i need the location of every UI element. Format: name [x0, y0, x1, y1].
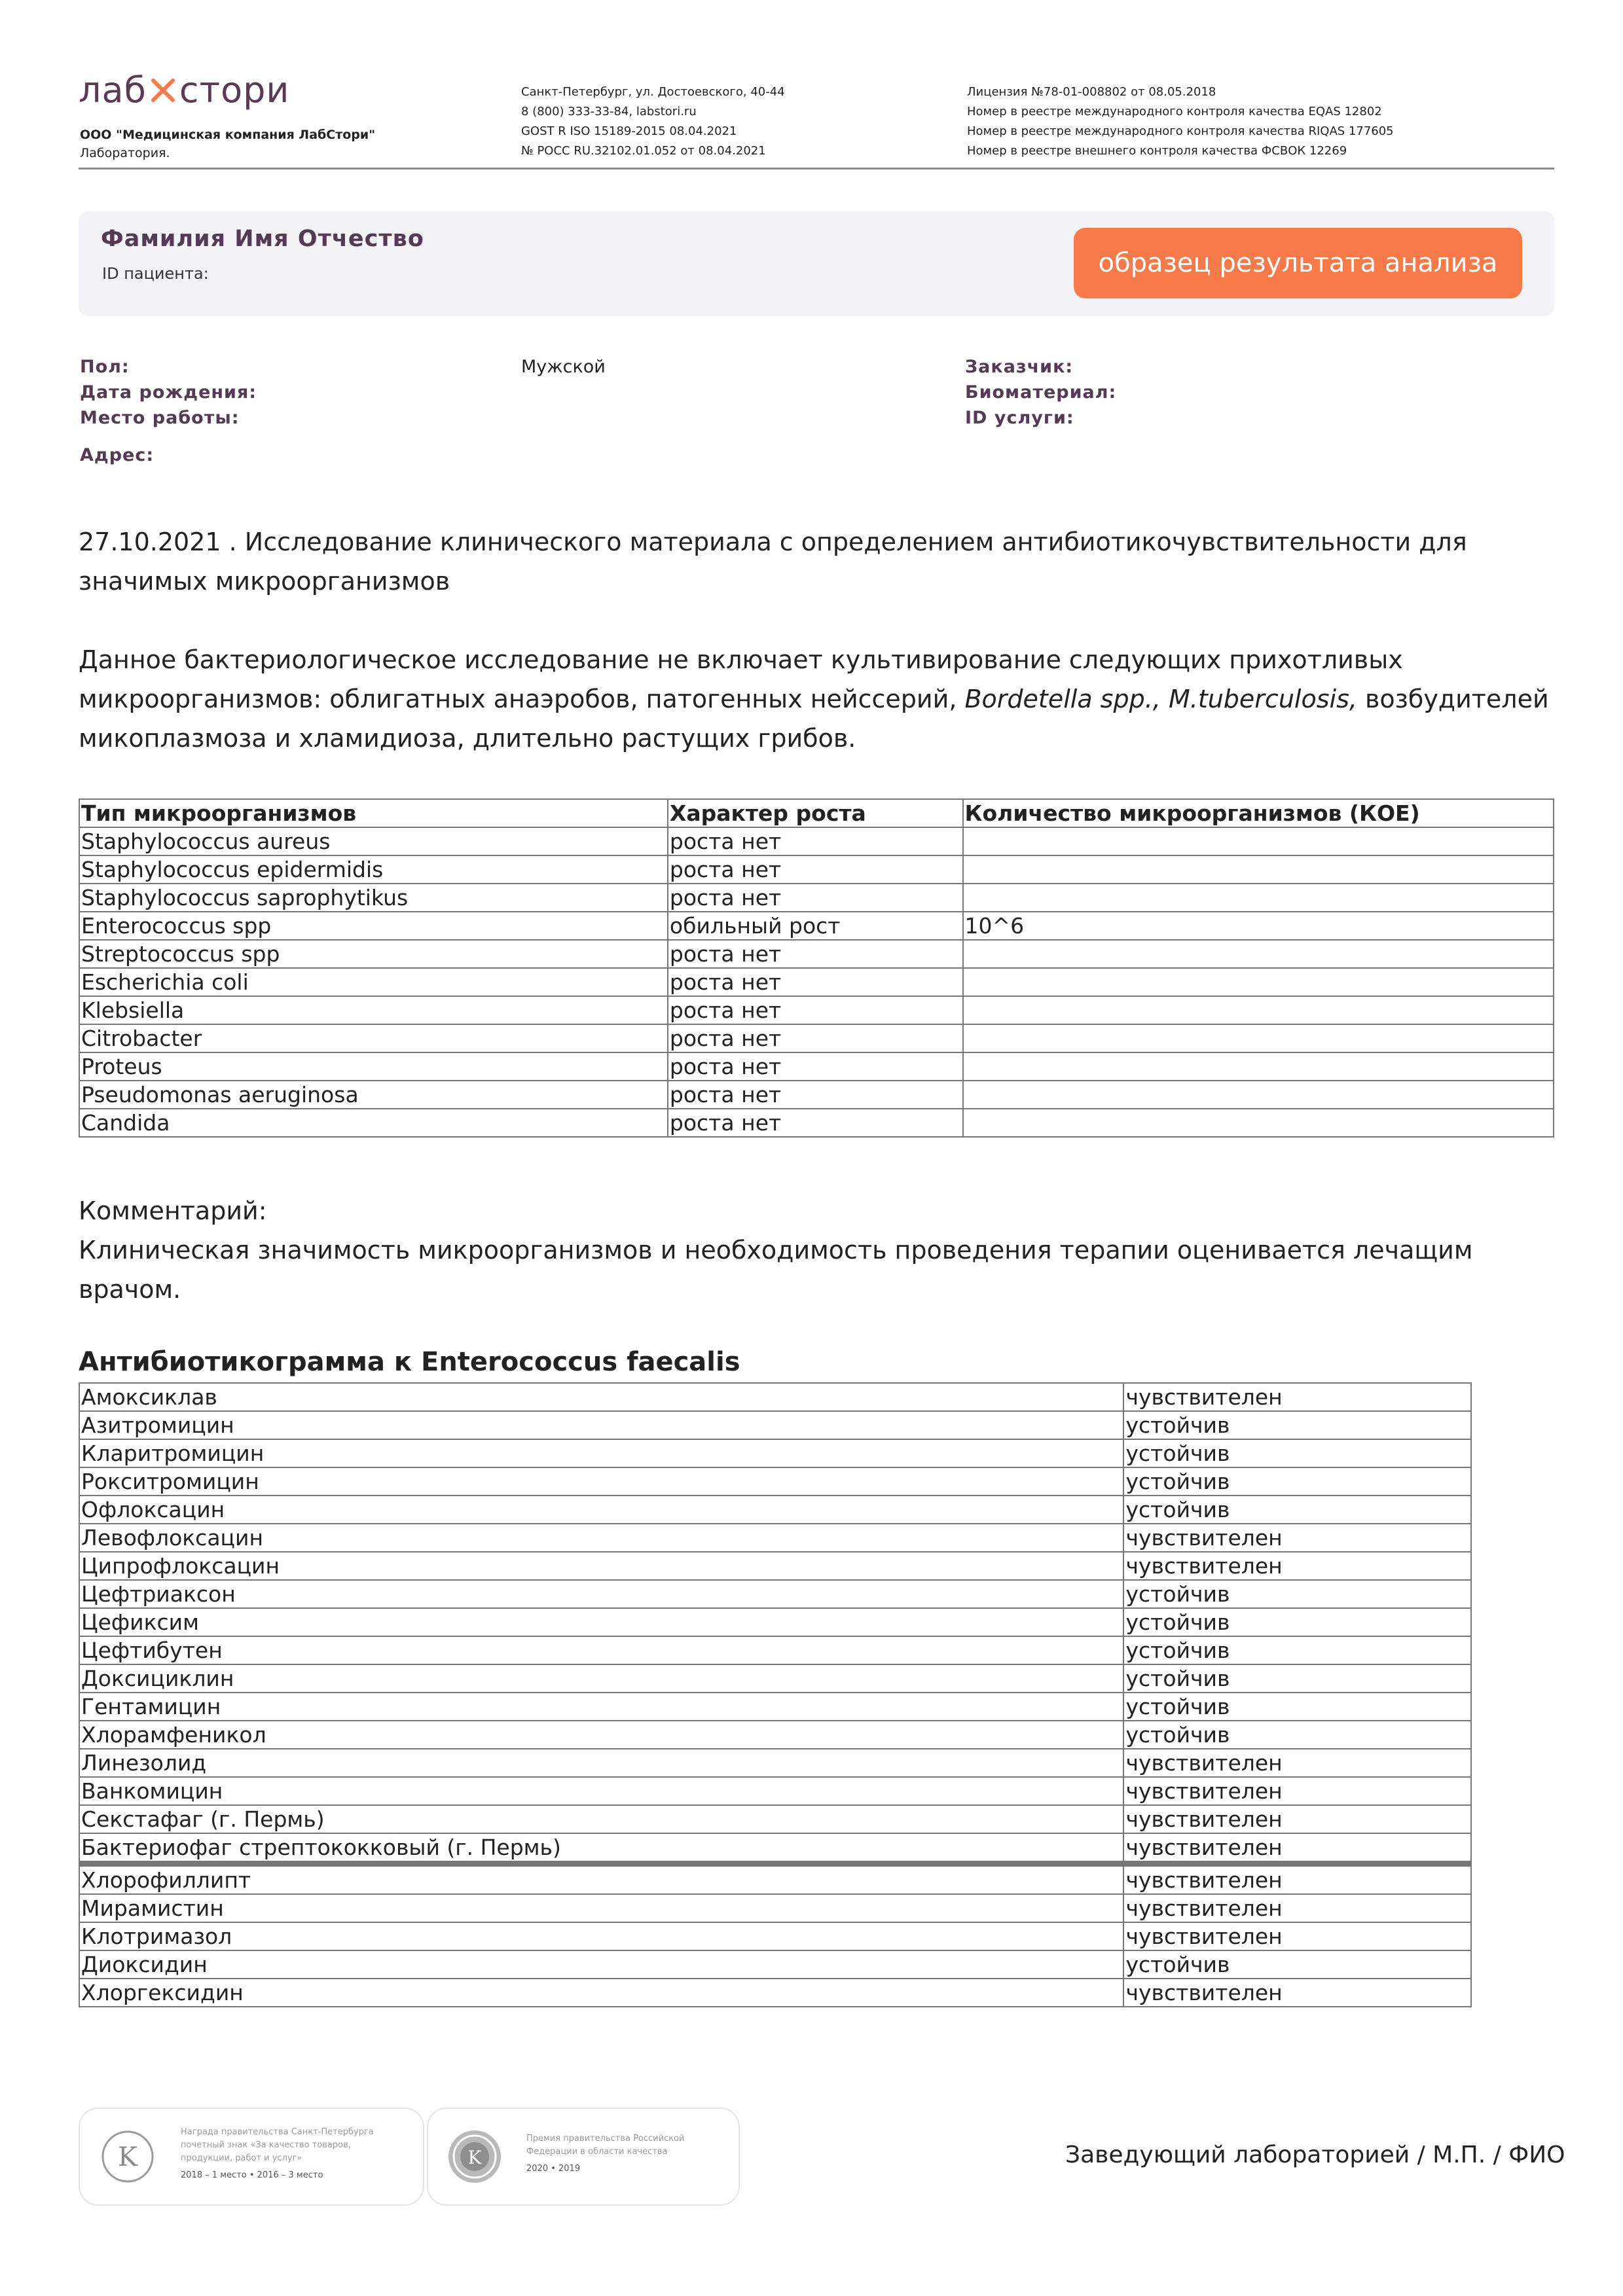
table-row: [79, 1081, 1554, 1109]
disclaimer-line: Данное бактериологическое исследование не включает культивирование следующих прихотливых: [79, 645, 1403, 674]
sensitivity-result: чувствителен: [1123, 1805, 1471, 1833]
comment-label: Комментарий:: [79, 1196, 267, 1225]
table-row: [79, 1024, 1554, 1052]
award-years: 2018 – 1 место • 2016 – 3 место: [181, 2170, 323, 2180]
table-cell: [963, 827, 1554, 855]
antibiotic-name: Бактериофаг стрептококковый (г. Пермь): [79, 1833, 1123, 1864]
award-text-line: Премия правительства Российской: [526, 2134, 685, 2144]
antibiotic-row: [79, 1693, 1471, 1721]
antibiotic-row: [79, 1721, 1471, 1749]
sensitivity-result: чувствителен: [1123, 1777, 1471, 1805]
license-line: Лицензия №78-01-008802 от 08.05.2018: [967, 85, 1216, 99]
study-line: значимых микроорганизмов: [79, 567, 450, 596]
disclaimer-text: возбудителей: [1357, 685, 1549, 713]
quality-award-icon: [100, 2128, 156, 2185]
award-text-line: Награда правительства Санкт-Петербурга: [181, 2127, 374, 2137]
antibiotic-row: [79, 1805, 1471, 1833]
table-cell: роста нет: [668, 827, 963, 855]
logo-x-icon: [149, 77, 177, 104]
svg-text:K: K: [467, 2147, 482, 2168]
antibiotic-name: Левофлоксацин: [79, 1524, 1123, 1552]
logo-right-text: стори: [179, 69, 290, 111]
antibiotic-row: [79, 1496, 1471, 1524]
antibiotic-row: [79, 1439, 1471, 1467]
antibiotic-row: [79, 1979, 1471, 2007]
antibiotic-name: Азитромицин: [79, 1411, 1123, 1439]
sex-value: Мужской: [521, 357, 606, 377]
antibiotic-name: Ципрофлоксацин: [79, 1552, 1123, 1580]
comment: [79, 1191, 1558, 1309]
table-cell: роста нет: [668, 855, 963, 884]
award-badge-rf: [427, 2108, 740, 2206]
antibiotic-row: [79, 1383, 1471, 1411]
table-cell: Pseudomonas aeruginosa: [79, 1081, 668, 1109]
column-header: Тип микроорганизмов: [79, 799, 668, 827]
antibiotic-name: Амоксиклав: [79, 1383, 1123, 1411]
antibiotic-name: Хлоргексидин: [79, 1979, 1123, 2007]
disclaimer-organisms: Bordetella spp., M.tuberculosis,: [964, 685, 1357, 713]
table-cell: Klebsiella: [79, 996, 668, 1024]
antibiotic-row: [79, 1552, 1471, 1580]
table-cell: [963, 1024, 1554, 1052]
antibiotic-name: Ванкомицин: [79, 1777, 1123, 1805]
table-row: [79, 855, 1554, 884]
table-cell: роста нет: [668, 996, 963, 1024]
government-seal-icon: [445, 2127, 504, 2186]
antibiotic-name: Хлорамфеникол: [79, 1721, 1123, 1749]
table-cell: роста нет: [668, 1081, 963, 1109]
award-years: 2020 • 2019: [526, 2164, 581, 2174]
award-text-line: продукции, работ и услуг»: [181, 2153, 302, 2163]
contacts-block: [521, 82, 785, 161]
table-cell: Staphylococcus saprophytikus: [79, 884, 668, 912]
antibiotic-name: Цефтриаксон: [79, 1580, 1123, 1608]
table-cell: Streptococcus spp: [79, 940, 668, 968]
table-cell: роста нет: [668, 884, 963, 912]
table-cell: роста нет: [668, 940, 963, 968]
table-cell: 10^6: [963, 912, 1554, 940]
patient-id-label: ID пациента:: [102, 264, 209, 283]
work-place-label: Место работы:: [80, 408, 240, 428]
patient-name: Фамилия Имя Отчество: [101, 226, 424, 252]
table-cell: Candida: [79, 1109, 668, 1137]
table-cell: Proteus: [79, 1052, 668, 1081]
table-row: [79, 968, 1554, 996]
antibiotic-row: [79, 1580, 1471, 1608]
disclaimer-text: микроорганизмов: облигатных анаэробов, патогенных нейссерий,: [79, 685, 965, 713]
sensitivity-result: чувствителен: [1123, 1922, 1471, 1950]
sensitivity-result: чувствителен: [1123, 1864, 1471, 1895]
table-row: [79, 996, 1554, 1024]
sensitivity-result: устойчив: [1123, 1664, 1471, 1693]
table-cell: Staphylococcus epidermidis: [79, 855, 668, 884]
sensitivity-result: чувствителен: [1123, 1383, 1471, 1411]
antibiotic-name: Мирамистин: [79, 1894, 1123, 1922]
sex-label: Пол:: [80, 357, 130, 377]
table-cell: Escherichia coli: [79, 968, 668, 996]
table-cell: роста нет: [668, 1109, 963, 1137]
table-cell: [963, 884, 1554, 912]
table-cell: [963, 968, 1554, 996]
culture-table: [79, 798, 1554, 1138]
comment-line: Клиническая значимость микроорганизмов и необходимость проведения терапии оценивается лечащим: [79, 1236, 1473, 1265]
antibiotic-name: Офлоксацин: [79, 1496, 1123, 1524]
antibiotic-name: Диоксидин: [79, 1950, 1123, 1979]
antibiotic-row: [79, 1524, 1471, 1552]
table-cell: роста нет: [668, 1024, 963, 1052]
sensitivity-result: устойчив: [1123, 1496, 1471, 1524]
sensitivity-result: устойчив: [1123, 1636, 1471, 1664]
table-row: [79, 1109, 1554, 1137]
sensitivity-result: чувствителен: [1123, 1979, 1471, 2007]
sensitivity-result: чувствителен: [1123, 1524, 1471, 1552]
antibiotic-name: Цефиксим: [79, 1608, 1123, 1636]
antibiotic-row: [79, 1894, 1471, 1922]
sensitivity-result: устойчив: [1123, 1580, 1471, 1608]
comment-line: врачом.: [79, 1275, 181, 1304]
award-text-line: Федерации в области качества: [526, 2147, 668, 2157]
service-id-label: ID услуги:: [965, 408, 1074, 428]
table-cell: [963, 940, 1554, 968]
study-line: 27.10.2021 . Исследование клинического материала с определением антибиотикочувствительности для: [79, 528, 1467, 556]
sample-result-button[interactable]: образец результата анализа: [1074, 228, 1522, 298]
award-badge-spb: [79, 2108, 424, 2206]
award-text: [526, 2132, 684, 2176]
table-cell: [963, 855, 1554, 884]
address-label: Адрес:: [80, 445, 155, 465]
disclaimer-line: микоплазмоза и хламидиоза, длительно растущих грибов.: [79, 724, 856, 753]
table-cell: роста нет: [668, 1052, 963, 1081]
column-header: Характер роста: [668, 799, 963, 827]
sensitivity-result: чувствителен: [1123, 1894, 1471, 1922]
table-header-row: [79, 799, 1554, 827]
table-cell: [963, 996, 1554, 1024]
sensitivity-result: чувствителен: [1123, 1749, 1471, 1777]
birth-date-label: Дата рождения:: [80, 382, 257, 403]
sensitivity-result: устойчив: [1123, 1950, 1471, 1979]
customer-label: Заказчик:: [965, 357, 1074, 377]
table-cell: роста нет: [668, 968, 963, 996]
table-cell: [963, 1052, 1554, 1081]
sensitivity-result: устойчив: [1123, 1439, 1471, 1467]
license-line: Номер в реестре внешнего контроля качества ФСВОК 12269: [967, 144, 1347, 158]
signature-line: Заведующий лабораторией / М.П. / ФИО: [1065, 2142, 1565, 2168]
antibiotic-row: [79, 1664, 1471, 1693]
table-row: [79, 940, 1554, 968]
antibiotic-row: [79, 1922, 1471, 1950]
sensitivity-result: устойчив: [1123, 1721, 1471, 1749]
antibiotic-row: [79, 1864, 1471, 1895]
antibiotic-row: [79, 1950, 1471, 1979]
contact-line: Санкт-Петербург, ул. Достоевского, 40-44: [521, 85, 785, 99]
antibiotic-name: Секстафаг (г. Пермь): [79, 1805, 1123, 1833]
column-header: Количество микроорганизмов (КОЕ): [963, 799, 1554, 827]
antibiotic-row: [79, 1608, 1471, 1636]
table-row: [79, 827, 1554, 855]
antibiotic-row: [79, 1411, 1471, 1439]
logo: [79, 69, 289, 111]
antibiotic-row: [79, 1749, 1471, 1777]
sensitivity-result: чувствителен: [1123, 1552, 1471, 1580]
biomaterial-label: Биоматериал:: [965, 382, 1117, 403]
antibiotic-row: [79, 1636, 1471, 1664]
table-cell: обильный рост: [668, 912, 963, 940]
organization-info: [80, 126, 375, 162]
license-line: Номер в реестре международного контроля качества EQAS 12802: [967, 105, 1382, 118]
antibiotic-row: [79, 1777, 1471, 1805]
sensitivity-result: чувствителен: [1123, 1833, 1471, 1864]
license-line: Номер в реестре международного контроля качества RIQAS 177605: [967, 124, 1394, 138]
antibiogram-table: [79, 1382, 1472, 2007]
sensitivity-result: устойчив: [1123, 1608, 1471, 1636]
table-cell: Staphylococcus aureus: [79, 827, 668, 855]
table-cell: [963, 1081, 1554, 1109]
sensitivity-result: устойчив: [1123, 1693, 1471, 1721]
table-cell: Citrobacter: [79, 1024, 668, 1052]
sensitivity-result: устойчив: [1123, 1467, 1471, 1496]
licenses-block: [967, 82, 1394, 161]
table-cell: [963, 1109, 1554, 1137]
table-row: [79, 912, 1554, 940]
antibiotic-name: Рокситромицин: [79, 1467, 1123, 1496]
antibiotic-name: Линезолид: [79, 1749, 1123, 1777]
sensitivity-result: устойчив: [1123, 1411, 1471, 1439]
antibiotic-name: Кларитромицин: [79, 1439, 1123, 1467]
antibiogram-title: Антибиотикограмма к Enterococcus faecalis: [79, 1347, 740, 1377]
antibiotic-name: Клотримазол: [79, 1922, 1123, 1950]
table-row: [79, 884, 1554, 912]
antibiotic-row: [79, 1833, 1471, 1864]
award-text: [181, 2126, 374, 2182]
table-row: [79, 1052, 1554, 1081]
svg-text:K: K: [118, 2142, 137, 2172]
contact-line: 8 (800) 333-33-84, labstori.ru: [521, 105, 697, 118]
disclaimer: [79, 640, 1558, 758]
organization-name: ООО "Медицинская компания ЛабСтори": [80, 128, 376, 142]
logo-left-text: лаб: [79, 69, 147, 111]
antibiotic-name: Доксициклин: [79, 1664, 1123, 1693]
antibiotic-name: Цефтибутен: [79, 1636, 1123, 1664]
header-divider: [79, 168, 1554, 170]
table-cell: Enterococcus spp: [79, 912, 668, 940]
award-text-line: почетный знак «За качество товаров,: [181, 2140, 351, 2150]
antibiotic-row: [79, 1467, 1471, 1496]
contact-line: GOST R ISO 15189-2015 08.04.2021: [521, 124, 737, 138]
antibiotic-name: Гентамицин: [79, 1693, 1123, 1721]
antibiotic-name: Хлорофиллипт: [79, 1864, 1123, 1895]
disclaimer-line: [79, 679, 1558, 719]
organization-sub: Лаборатория.: [80, 146, 170, 160]
study-description: [79, 522, 1558, 601]
contact-line: № РОСС RU.32102.01.052 от 08.04.2021: [521, 144, 766, 158]
